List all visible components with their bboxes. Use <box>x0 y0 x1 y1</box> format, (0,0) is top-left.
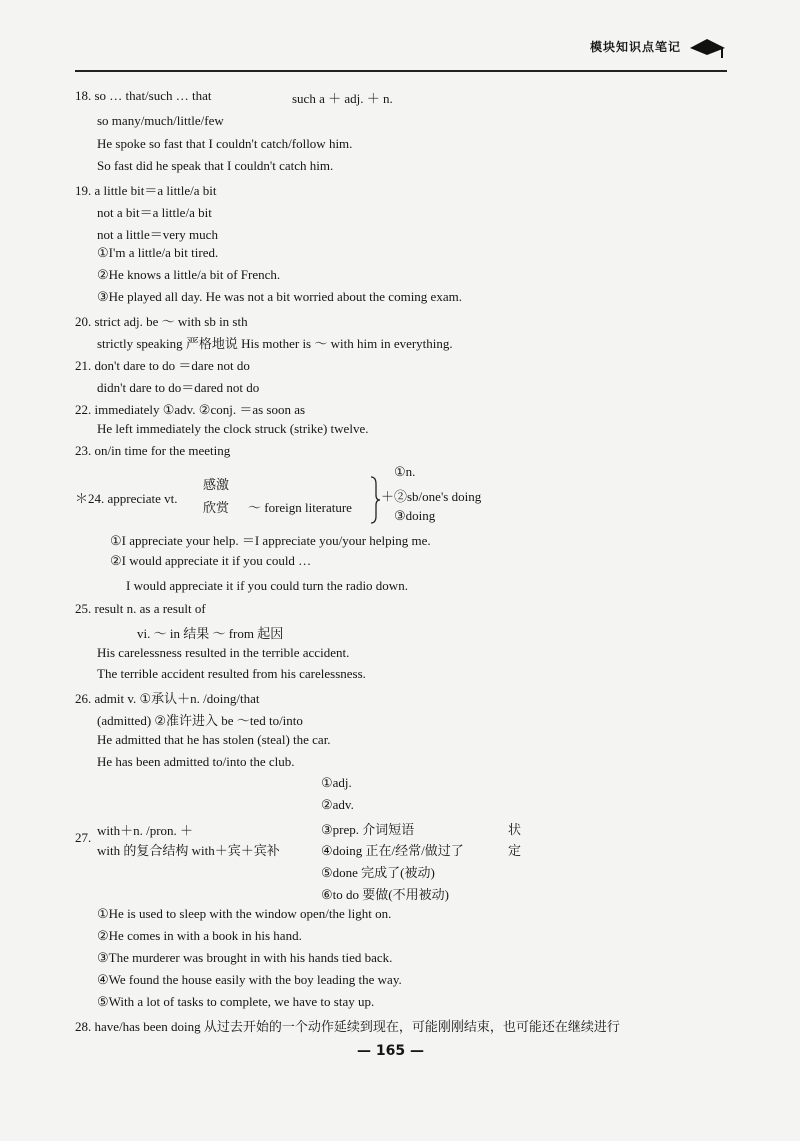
item-28-head: 28. have/has been doing 从过去开始的一个动作延续到现在，可能刚刚结束，也可能还在继续进行 <box>75 1019 620 1034</box>
item-27-option4: ④doing 正在/经常/做过了 <box>321 843 464 858</box>
item-25-head: 25. result n. as a result of <box>75 601 206 616</box>
item-27-line2: ②He comes in with a book in his hand. <box>97 928 302 943</box>
item-27-side1: 状 <box>508 822 522 837</box>
item-24-meaning2-detail: ～ foreign literature <box>248 500 352 515</box>
item-27-side2: 定 <box>508 843 522 858</box>
item-19-line4: ②He knows a little/a bit of French. <box>97 267 281 282</box>
item-23-head: 23. on/in time for the meeting <box>75 443 231 458</box>
item-18-line3: So fast did he speak that I couldn't catch him. <box>97 158 334 173</box>
item-27-option3: ③prep. 介词短语 <box>321 822 415 837</box>
header-rule <box>75 70 727 72</box>
item-24-meaning1: 感激 <box>203 477 230 492</box>
item-19-line1: not a bit＝a little/a bit <box>97 205 212 220</box>
item-27-option6: ⑥to do 要做(不用被动) <box>321 887 449 902</box>
item-22-line1: He left immediately the clock struck (strike) twelve. <box>97 421 369 436</box>
item-19-line5: ③He played all day. He was not a bit worried about the coming exam. <box>97 289 462 304</box>
item-24-meaning2: 欣赏 <box>203 500 230 515</box>
item-21-head: 21. don't dare to do ＝dare not do <box>75 358 250 373</box>
item-27-line5: ⑤With a lot of tasks to complete, we have to stay up. <box>97 994 375 1009</box>
item-27-line3: ③The murderer was brought in with his hands tied back. <box>97 950 393 965</box>
item-18-line1: so many/much/little/few <box>97 113 224 128</box>
item-24-line2: ②I would appreciate it if you could … <box>110 553 312 568</box>
item-24-option3: ③doing <box>394 508 436 523</box>
item-27-option1: ①adj. <box>321 775 352 790</box>
item-19-line3: ①I'm a little/a bit tired. <box>97 245 219 260</box>
item-25-line1: vi. ～ in 结果 ～ from 起因 <box>137 626 284 641</box>
item-24-brace <box>369 476 381 524</box>
item-18-line2: He spoke so fast that I couldn't catch/follow him. <box>97 136 353 151</box>
item-27-line1: ①He is used to sleep with the window open/the light on. <box>97 906 392 921</box>
item-19-line2: not a little＝very much <box>97 227 218 242</box>
item-27-line4: ④We found the house easily with the boy leading the way. <box>97 972 402 987</box>
item-25-line2: His carelessness resulted in the terrible accident. <box>97 645 350 660</box>
header-title: 模块知识点笔记 <box>590 40 682 54</box>
item-18-right: such a ＋ adj. ＋ n. <box>292 91 393 106</box>
item-27-number: 27. <box>75 830 92 845</box>
item-24-star: ＊24. appreciate vt. <box>75 491 178 506</box>
item-24-line1: ①I appreciate your help. ＝I appreciate you/your helping me. <box>110 533 431 548</box>
item-26-line1: (admitted) ②准许进入 be ～ted to/into <box>97 713 303 728</box>
page-number: — 165 — <box>357 1043 424 1059</box>
item-27-option5: ⑤done 完成了(被动) <box>321 865 435 880</box>
item-20-head: 20. strict adj. be ～ with sb in sth <box>75 314 248 329</box>
item-27-line-a: with＋n. /pron. ＋ <box>97 823 194 838</box>
item-20-line1: strictly speaking 严格地说 His mother is ～ with him in everything. <box>97 336 453 351</box>
item-26-line3: He has been admitted to/into the club. <box>97 754 295 769</box>
item-27-line-b: with 的复合结构 with＋宾＋宾补 <box>97 843 280 858</box>
item-21-line1: didn't dare to do＝dared not do <box>97 380 260 395</box>
item-25-line3: The terrible accident resulted from his carelessness. <box>97 666 366 681</box>
graduation-cap-icon <box>690 36 726 60</box>
item-26-head: 26. admit v. ①承认＋n. /doing/that <box>75 691 260 706</box>
item-27-option2: ②adv. <box>321 797 354 812</box>
item-22-head: 22. immediately ①adv. ②conj. ＝as soon as <box>75 402 306 417</box>
item-24-option2: ＋②sb/one's doing <box>381 489 482 504</box>
item-19-head: 19. a little bit＝a little/a bit <box>75 183 217 198</box>
item-24-line3: I would appreciate it if you could turn the radio down. <box>126 578 408 593</box>
item-26-line2: He admitted that he has stolen (steal) the car. <box>97 732 331 747</box>
item-24-option1: ①n. <box>394 464 416 479</box>
item-18-head: 18. so … that/such … that <box>75 88 212 103</box>
